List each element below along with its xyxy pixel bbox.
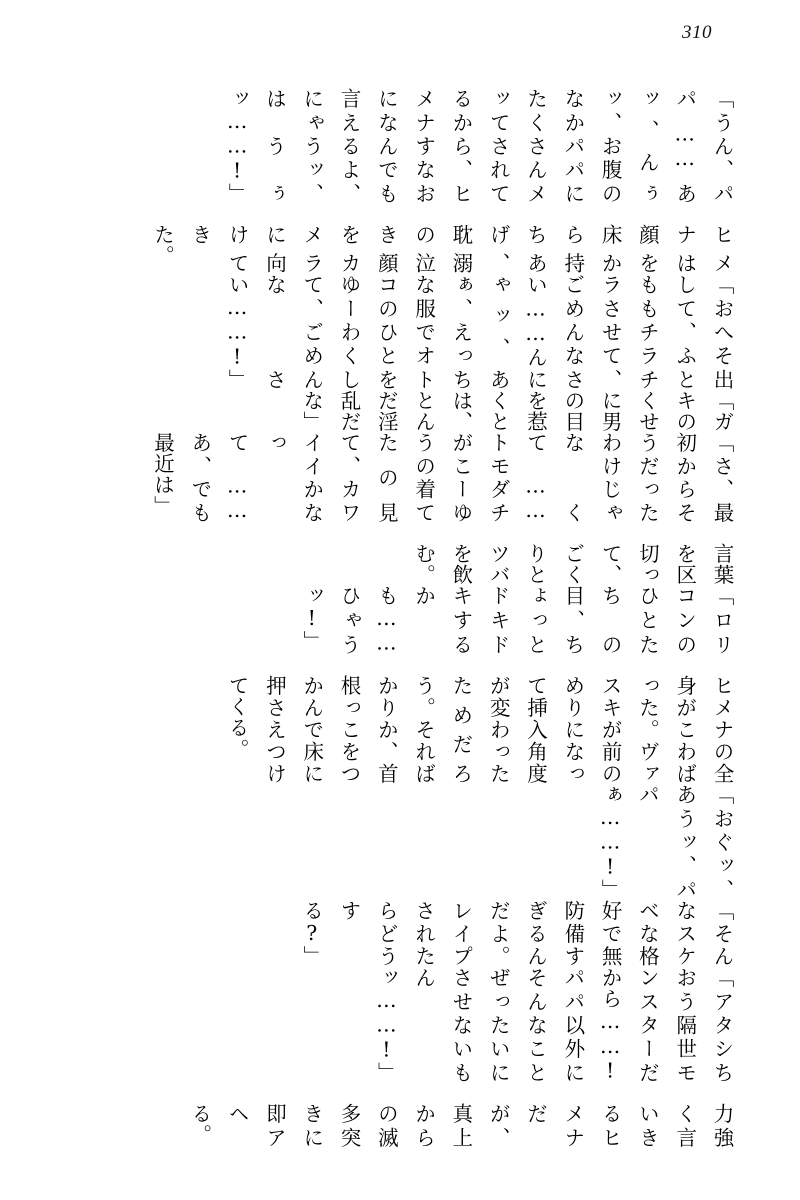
paragraph: 言葉を区切って、ごくりとツバを飲む。	[411, 542, 734, 585]
page-number: 310	[682, 22, 712, 43]
paragraph: 「ロリコンのひとたちの目、ちょっとドキドキするかも……ひゃうッ!」	[299, 584, 734, 656]
paragraph: 「おぐッ、あうッ、パパぁ……!」	[598, 784, 734, 901]
paragraph: 「そんなスケベな格好で無防備すぎるんだよ。レイプされたらどうする?」	[299, 900, 734, 968]
paragraph: ヒメナの全身がこわばった。ヴァスキが前のめりになって挿入角度が変わったためだろう。そればかりか、首根っこをつかんで床に押さえつけてくる。	[225, 675, 734, 785]
paragraph: 「アタシちおう隔世モンスターだから……! パパ以外にそんなことぜったいにさせないもんッ……!」	[374, 967, 734, 1084]
paragraph: 力強く言いきるヒメナだが、真上からの滅多突きに即アヘる。	[187, 1103, 734, 1148]
paragraph: 「うん、パパ……あッ、んぅッ、お腹のなかパパにたくさんメッてされてるから、ヒメナすなおになんでも言えるよ、にゃうッ、はうぅッ……!」	[225, 88, 734, 204]
paragraph: 「さ、最初からそうだったわけじゃなくて……トモダチがこーゆうの着てたの見て、カワイイかなって……あ、でも最近は」	[150, 431, 734, 523]
paragraph: 「ガキのくせに男の目を惹くとは、とんだ淫乱だな」	[299, 389, 734, 432]
paragraph: ヒメナは顔を床から持ちあげ、耽溺の泣き顔をカメラに向けてきた。	[150, 224, 734, 274]
page-body-text	[60, 88, 740, 1148]
paragraph: 「おへそ出して、ふとももチラチラさせて、ごめんなさい……んにゃッ、あぁ、えっちな服でオトコのひとをゆーわくして、ごめんなさい……!」	[225, 273, 734, 390]
